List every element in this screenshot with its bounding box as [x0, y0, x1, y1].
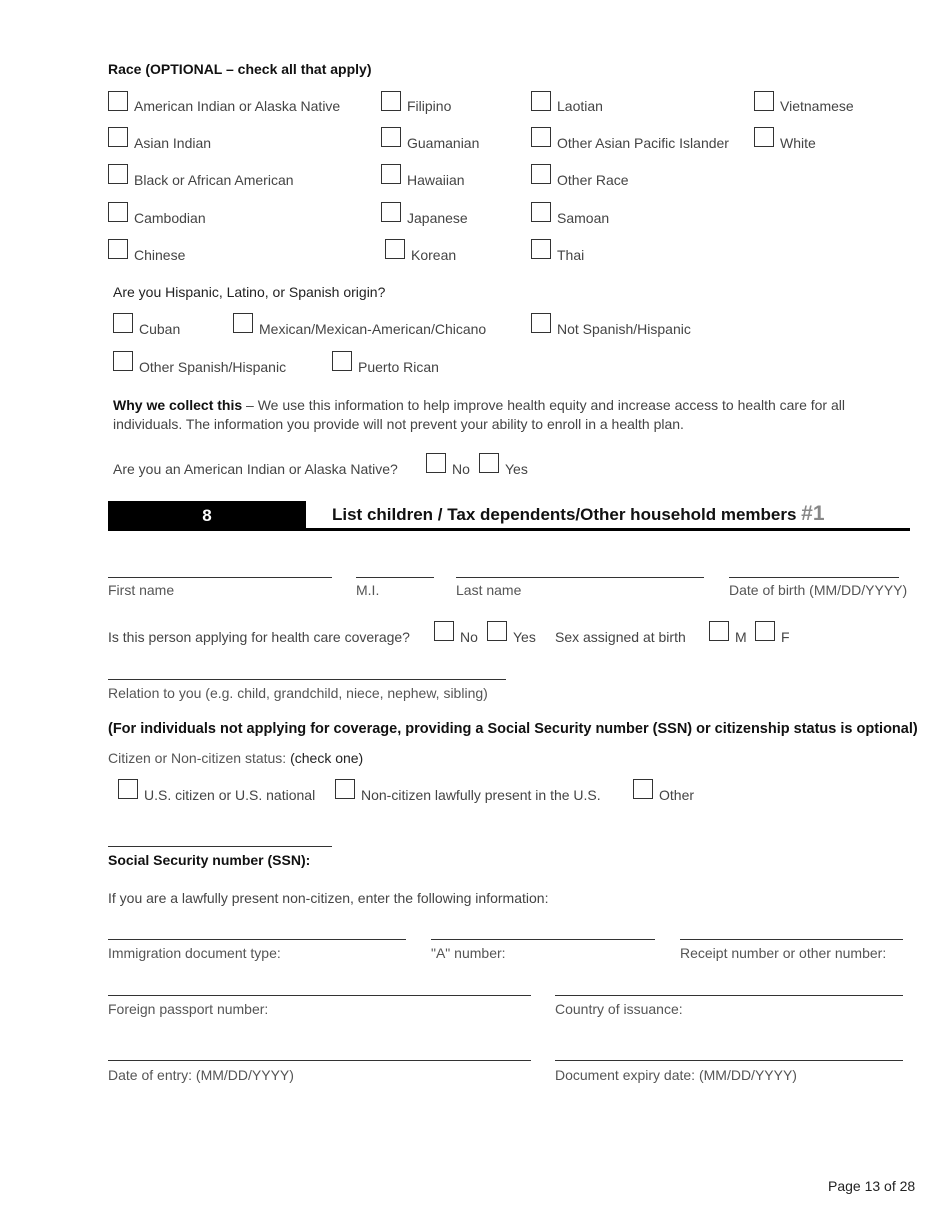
relation-label: Relation to you: [108, 685, 202, 701]
hispanic-label: Mexican/Mexican-American/Chicano: [259, 321, 487, 337]
applying-yes-checkbox[interactable]: [487, 621, 507, 641]
race-label: Cambodian: [134, 210, 206, 226]
race-label: Guamanian: [407, 135, 480, 151]
race-checkbox-laotian[interactable]: [531, 91, 551, 111]
race-label: Japanese: [407, 210, 468, 226]
relation-label-wrap: [108, 685, 488, 701]
first-name-input[interactable]: [108, 577, 332, 578]
race-label: Other Asian Pacific Islander: [557, 135, 729, 151]
why-collect-paragraph: [113, 396, 873, 434]
entry-date-label: Date of entry: (MM/DD/YYYY): [108, 1067, 294, 1083]
mi-input[interactable]: [356, 577, 434, 578]
citizen-option-label: Other: [659, 787, 695, 803]
why-collect-title: Why we collect this: [113, 397, 243, 413]
section-title-wrap: [332, 502, 825, 526]
hispanic-label: Puerto Rican: [358, 359, 439, 375]
applying-question: Is this person applying for health care coverage?: [108, 629, 410, 645]
expiry-date-input[interactable]: [555, 1060, 903, 1061]
hispanic-label: Not Spanish/Hispanic: [557, 321, 691, 337]
hispanic-checkbox-puerto-rican[interactable]: [332, 351, 352, 371]
sex-m-checkbox[interactable]: [709, 621, 729, 641]
race-checkbox-chinese[interactable]: [108, 239, 128, 259]
native-no-checkbox[interactable]: [426, 453, 446, 473]
hispanic-checkbox-other[interactable]: [113, 351, 133, 371]
receipt-number-input[interactable]: [680, 939, 903, 940]
race-label: Asian Indian: [134, 135, 212, 151]
relation-hint: (e.g. child, grandchild, niece, nephew, sibling): [205, 685, 488, 701]
expiry-date-label: Document expiry date: (MM/DD/YYYY): [555, 1067, 797, 1083]
race-label: Other Race: [557, 172, 629, 188]
last-name-label: Last name: [456, 582, 522, 598]
race-checkbox-vietnamese[interactable]: [754, 91, 774, 111]
race-label: Black or African American: [134, 172, 294, 188]
passport-label: Foreign passport number:: [108, 1001, 269, 1017]
race-label: Thai: [557, 247, 585, 263]
ssn-optional-notice: (For individuals not applying for coverage, providing a Social Security number (SSN) or citizenship status is optional): [108, 721, 918, 737]
dob-label: Date of birth (MM/DD/YYYY): [729, 582, 908, 598]
hispanic-label: Cuban: [139, 321, 181, 337]
race-label: White: [780, 135, 816, 151]
native-yes-label: Yes: [505, 461, 528, 477]
citizen-us-checkbox[interactable]: [118, 779, 138, 799]
section-rule: [108, 528, 910, 531]
a-number-label: "A" number:: [431, 945, 506, 961]
race-checkbox-american-indian[interactable]: [108, 91, 128, 111]
race-heading: Race (OPTIONAL – check all that apply): [108, 61, 372, 77]
section-tag: #1: [801, 502, 825, 525]
ssn-input[interactable]: [108, 846, 332, 847]
receipt-number-label: Receipt number or other number:: [680, 945, 887, 961]
country-input[interactable]: [555, 995, 903, 996]
hispanic-question: Are you Hispanic, Latino, or Spanish origin?: [113, 284, 386, 300]
a-number-input[interactable]: [431, 939, 655, 940]
applying-no-checkbox[interactable]: [434, 621, 454, 641]
race-label: American Indian or Alaska Native: [134, 98, 341, 114]
race-checkbox-hawaiian[interactable]: [381, 164, 401, 184]
country-label: Country of issuance:: [555, 1001, 683, 1017]
race-checkbox-korean[interactable]: [385, 239, 405, 259]
sex-f-checkbox[interactable]: [755, 621, 775, 641]
citizen-other-checkbox[interactable]: [633, 779, 653, 799]
relation-input[interactable]: [108, 679, 506, 680]
why-collect-body: – We use this information to help improve health equity and increase access to health care for all individuals. The information you provide will not prevent your ability to enroll in a health plan.: [113, 397, 845, 432]
citizen-hint: (check one): [290, 750, 364, 766]
section-number: 8: [108, 501, 306, 530]
hispanic-checkbox-cuban[interactable]: [113, 313, 133, 333]
sex-question: Sex assigned at birth: [555, 629, 686, 645]
native-yes-checkbox[interactable]: [479, 453, 499, 473]
race-checkbox-asian-indian[interactable]: [108, 127, 128, 147]
mi-label: M.I.: [356, 582, 380, 598]
race-checkbox-cambodian[interactable]: [108, 202, 128, 222]
last-name-input[interactable]: [456, 577, 704, 578]
native-no-label: No: [452, 461, 470, 477]
lawful-intro: If you are a lawfully present non-citizen, enter the following information:: [108, 890, 549, 906]
citizen-label: Citizen or Non-citizen status:: [108, 750, 287, 766]
race-label: Samoan: [557, 210, 610, 226]
ssn-label: Social Security number (SSN):: [108, 852, 311, 868]
race-label: Hawaiian: [407, 172, 465, 188]
applying-no-label: No: [460, 629, 478, 645]
citizen-option-label: U.S. citizen or U.S. national: [144, 787, 316, 803]
dob-input[interactable]: [729, 577, 899, 578]
race-checkbox-other-race[interactable]: [531, 164, 551, 184]
citizen-label-wrap: [108, 750, 363, 766]
race-label: Filipino: [407, 98, 452, 114]
doc-type-input[interactable]: [108, 939, 406, 940]
race-checkbox-samoan[interactable]: [531, 202, 551, 222]
hispanic-checkbox-not-hispanic[interactable]: [531, 313, 551, 333]
sex-f-label: F: [781, 629, 790, 645]
race-label: Chinese: [134, 247, 186, 263]
first-name-label: First name: [108, 582, 175, 598]
citizen-noncitizen-checkbox[interactable]: [335, 779, 355, 799]
hispanic-label: Other Spanish/Hispanic: [139, 359, 287, 375]
citizen-option-label: Non-citizen lawfully present in the U.S.: [361, 787, 601, 803]
hispanic-checkbox-mexican[interactable]: [233, 313, 253, 333]
race-checkbox-japanese[interactable]: [381, 202, 401, 222]
race-label: Vietnamese: [780, 98, 854, 114]
race-checkbox-thai[interactable]: [531, 239, 551, 259]
race-checkbox-white[interactable]: [754, 127, 774, 147]
sex-m-label: M: [735, 629, 747, 645]
section-title: List children / Tax dependents/Other household members: [332, 505, 797, 524]
race-label: Laotian: [557, 98, 603, 114]
passport-input[interactable]: [108, 995, 531, 996]
page-number: Page 13 of 28: [828, 1178, 916, 1194]
race-checkbox-black[interactable]: [108, 164, 128, 184]
race-checkbox-filipino[interactable]: [381, 91, 401, 111]
doc-type-label: Immigration document type:: [108, 945, 281, 961]
native-question: Are you an American Indian or Alaska Native?: [113, 461, 398, 477]
entry-date-input[interactable]: [108, 1060, 531, 1061]
race-label: Korean: [411, 247, 457, 263]
race-checkbox-guamanian[interactable]: [381, 127, 401, 147]
race-checkbox-other-asian-pacific-islander[interactable]: [531, 127, 551, 147]
applying-yes-label: Yes: [513, 629, 536, 645]
